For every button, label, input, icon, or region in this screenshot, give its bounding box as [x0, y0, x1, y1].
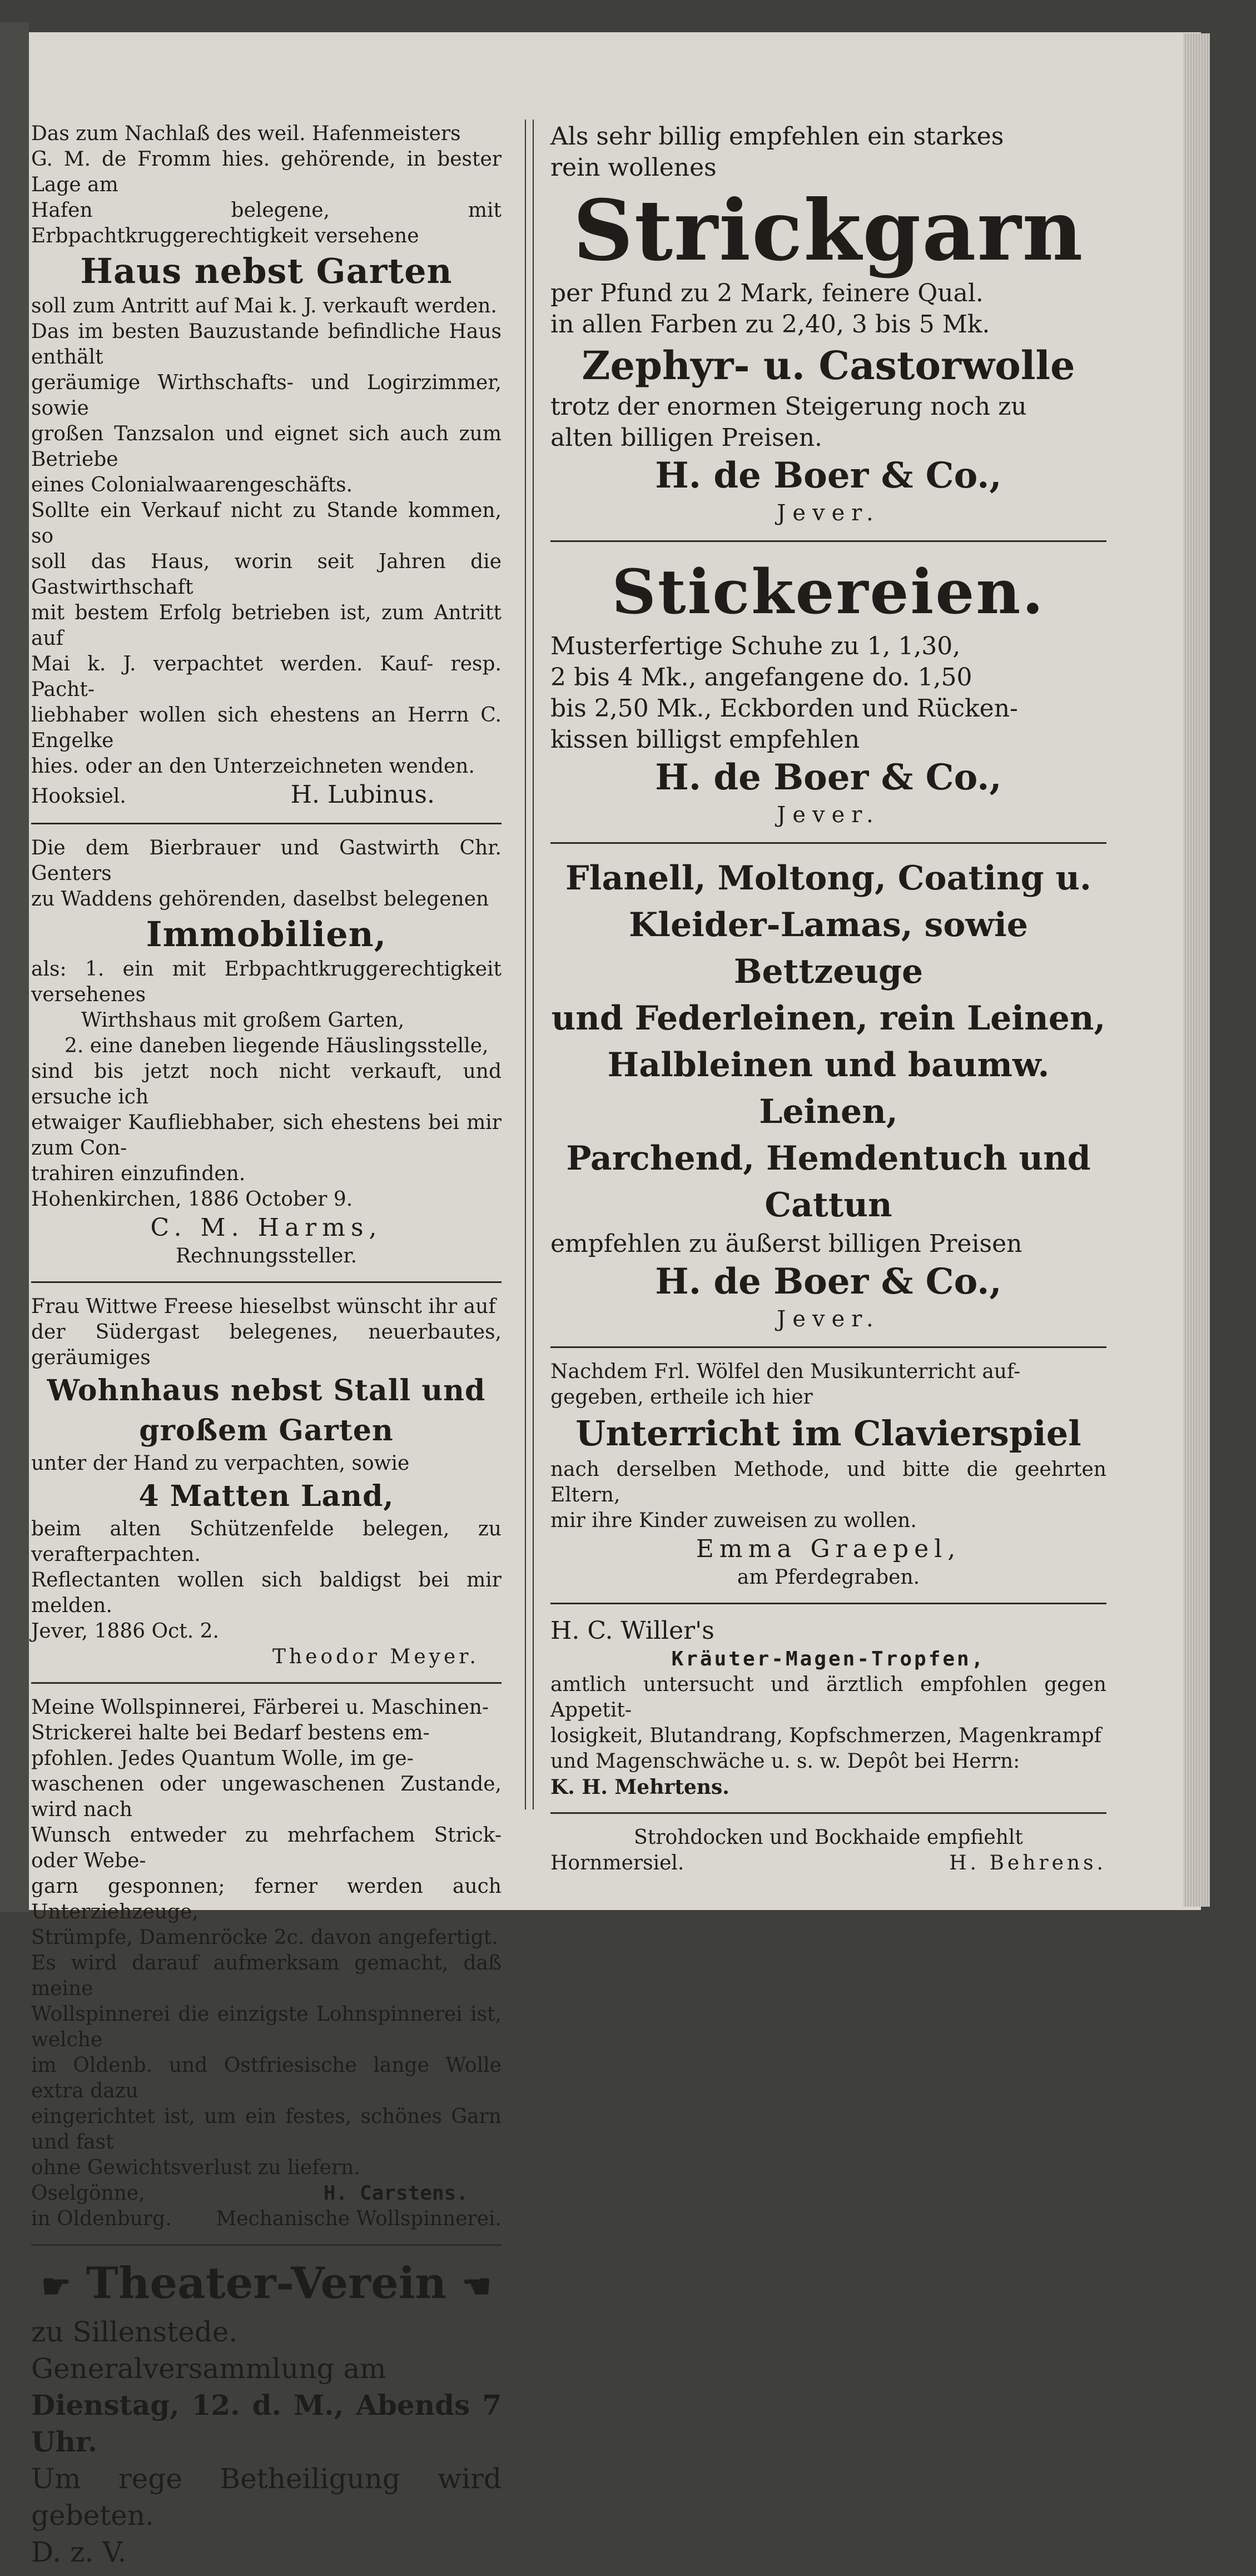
ad-text-line: Strümpfe, Damenröcke 2c. davon angefertigt.	[31, 1926, 498, 1949]
ad-text-line: mir ihre Kinder zuweisen zu wollen.	[550, 1509, 917, 1532]
ad-title: großem Garten	[139, 1414, 394, 1448]
ad-text-line: Wirthshaus mit großem Garten,	[81, 1009, 405, 1032]
left-column	[31, 117, 502, 2576]
ad-subtitle: Kräuter-Magen-Tropfen,	[671, 1648, 986, 1670]
ad-title: Immobilien,	[146, 914, 387, 954]
ad-title: Zephyr- u. Castorwolle	[582, 342, 1075, 389]
ad-title-line: Halbleinen und baumw. Leinen,	[607, 1046, 1050, 1131]
ad-footer	[31, 779, 502, 810]
ad-firm: H. de Boer & Co.,	[655, 757, 1002, 798]
ad-text-line: amtlich untersucht und ärztlich empfohlen gegen Appetit-	[550, 1673, 1106, 1722]
ad-role: Rechnungssteller.	[175, 1245, 358, 1267]
ad-text-line: soll zum Antritt auf Mai k. J. verkauft werden.	[31, 295, 497, 317]
ad-text-line: im Oldenb. und Ostfriesische lange Wolle extra dazu	[31, 2054, 502, 2102]
ad-text-line: bis 2,50 Mk., Eckborden und Rücken-	[550, 694, 1018, 723]
column-rule	[533, 120, 534, 1809]
ad-title: Haus nebst Garten	[80, 251, 453, 291]
ad-text-line: Das im besten Bauzustande befindliche Haus enthält	[31, 320, 502, 369]
ad-text-line: Meine Wollspinnerei, Färberei u. Maschinen-	[31, 1696, 489, 1719]
ad-text-line: und Magenschwäche u. s. w. Depôt bei Herrn:	[550, 1750, 1020, 1773]
ad-text-line: eines Colonialwaarengeschäfts.	[31, 474, 353, 496]
ad-text-line: garn gesponnen; ferner werden auch Unterziehzeuge,	[31, 1875, 502, 1923]
ad-text-line: Reflectanten wollen sich baldigst bei mir melden.	[31, 1569, 502, 1617]
ad-text-line: Frau Wittwe Freese hieselbst wünscht ihr auf	[31, 1295, 496, 1318]
ad-footer	[31, 2181, 502, 2206]
ad-role: Mechanische Wollspinnerei.	[216, 2207, 502, 2230]
ad-text-line: rein wollenes	[550, 153, 717, 182]
ad-flanell	[550, 851, 1106, 1340]
ad-text-line: G. M. de Fromm hies. gehörende, in bester Lage am	[31, 148, 502, 196]
ad-text-line: liebhaber wollen sich ehestens an Herrn C. Engelke	[31, 704, 502, 752]
ad-divider	[550, 1812, 1106, 1814]
ad-place: Hornmersiel.	[550, 1852, 684, 1874]
ad-text-line: großen Tanzsalon und eignet sich auch zum Betriebe	[31, 422, 502, 471]
ad-title-line: Kleider-Lamas, sowie Bettzeuge	[629, 906, 1028, 991]
ad-text-line: Nachdem Frl. Wölfel den Musikunterricht auf-	[550, 1360, 1021, 1383]
ad-divider	[31, 1682, 502, 1684]
ad-title-row	[31, 2257, 502, 2314]
ad-text-line: Mai k. J. verpachtet werden. Kauf- resp. Pacht-	[31, 653, 502, 701]
ad-text-line: Die dem Bierbrauer und Gastwirth Chr. Genters	[31, 837, 502, 885]
ad-divider	[550, 842, 1106, 844]
ad-title: Stickereien.	[612, 556, 1045, 628]
ad-text-line: Hafen belegene, mit Erbpachtkruggerechtigkeit versehene	[31, 199, 502, 247]
ad-title: 4 Matten Land,	[138, 1479, 394, 1513]
ad-place: in Oldenburg.	[31, 2207, 172, 2230]
ad-text-line: etwaiger Kaufliebhaber, sich ehestens bei mir zum Con-	[31, 1111, 502, 1160]
ad-title: Strickgarn	[573, 182, 1084, 280]
ad-text-line: 2. eine daneben liegende Häuslingsstelle,	[64, 1035, 489, 1057]
ad-wollspinnerei	[31, 1690, 502, 2237]
ad-title: Wohnhaus nebst Stall und	[47, 1374, 486, 1408]
ad-text-line: Wunsch entweder zu mehrfachem Strick- oder Webe-	[31, 1824, 502, 1872]
ad-signature: H. Behrens.	[949, 1852, 1106, 1874]
ad-place: Oselgönne,	[31, 2182, 145, 2205]
ad-title-line: und Federleinen, rein Leinen,	[551, 999, 1106, 1038]
ad-text-line: Wollspinnerei die einzigste Lohnspinnerei ist, welche	[31, 2003, 502, 2051]
ad-address: am Pferdegraben.	[737, 1566, 920, 1589]
ad-haus-nebst-garten	[31, 117, 502, 816]
ad-footer	[31, 2206, 502, 2232]
ad-text-line: sind bis jetzt noch nicht verkauft, und ersuche ich	[31, 1060, 502, 1108]
ad-text-line: losigkeit, Blutandrang, Kopfschmerzen, Magenkrampf	[550, 1724, 1101, 1747]
ad-subtitle: zu Sillenstede.	[31, 2315, 238, 2348]
ad-divider	[31, 1281, 502, 1283]
ad-immobilien	[31, 831, 502, 1275]
ad-town: Jever.	[777, 802, 880, 828]
ad-text-line: waschenen oder ungewaschenen Zustande, wird nach	[31, 1773, 502, 1821]
ad-title: Theater-Verein	[86, 2258, 447, 2309]
ad-text-line: eingerichtet ist, um ein festes, schönes Garn und fast	[31, 2105, 502, 2154]
ad-signature: C. M. Harms,	[150, 1214, 383, 1242]
ad-text-line: kissen billigst empfehlen	[550, 725, 860, 754]
ad-text-line: Dienstag, 12. d. M., Abends 7 Uhr.	[31, 2388, 502, 2458]
ad-text-line: nach derselben Methode, und bitte die geehrten Eltern,	[550, 1458, 1106, 1506]
pointing-hand-right-icon: ☛	[41, 2267, 71, 2306]
ad-title-line: Parchend, Hemdentuch und	[566, 1139, 1091, 1178]
ad-signature: Theodor Meyer.	[272, 1645, 479, 1668]
ad-text-line: 2 bis 4 Mk., angefangene do. 1,50	[550, 663, 972, 692]
ad-dateline: Hohenkirchen, 1886 October 9.	[31, 1188, 353, 1211]
ad-divider	[550, 540, 1106, 542]
ad-theater-verein	[31, 2252, 502, 2576]
ad-town: Jever.	[777, 1306, 880, 1332]
ad-text-line: Strohdocken und Bockhaide empfiehlt	[634, 1826, 1023, 1849]
ad-text-line: als: 1. ein mit Erbpachtkruggerechtigkeit versehenes	[31, 958, 502, 1006]
ad-footer	[550, 1851, 1106, 1876]
right-column	[550, 117, 1106, 1882]
ad-firm: H. de Boer & Co.,	[655, 455, 1002, 496]
ad-strohdocken	[550, 1821, 1106, 1882]
ad-text-line: Um rege Betheiligung wird gebeten.	[31, 2462, 502, 2532]
ad-text-line: zu Waddens gehörenden, daselbst belegenen	[31, 888, 489, 911]
ad-firm: H. de Boer & Co.,	[655, 1261, 1002, 1302]
ad-wohnhaus	[31, 1290, 502, 1675]
ad-text-line: mit bestem Erfolg betrieben ist, zum Antritt auf	[31, 601, 502, 650]
ad-text-line: Strickerei halte bei Bedarf bestens em-	[31, 1722, 430, 1744]
ad-title-line: Cattun	[764, 1186, 892, 1225]
ad-signature: Emma Graepel,	[696, 1535, 961, 1563]
ad-signature: H. Lubinus.	[290, 780, 435, 809]
ad-text-line: trahiren einzufinden.	[31, 1162, 246, 1185]
ad-text-line: ohne Gewichtsverlust zu liefern.	[31, 2156, 360, 2179]
ad-text-line: gegeben, ertheile ich hier	[550, 1386, 813, 1409]
ad-text-line: alten billigen Preisen.	[550, 424, 823, 452]
ad-signature: D. z. V.	[31, 2535, 127, 2568]
ad-divider	[31, 823, 502, 824]
ad-text-line: pfohlen. Jedes Quantum Wolle, im ge-	[31, 1747, 414, 1770]
ad-town: Jever.	[777, 500, 880, 526]
ad-text-line: unter der Hand zu verpachten, sowie	[31, 1452, 410, 1475]
ad-dateline: Jever, 1886 Oct. 2.	[31, 1620, 219, 1643]
ad-text-line: trotz der enormen Steigerung noch zu	[550, 392, 1027, 421]
ad-divider	[550, 1603, 1106, 1604]
ad-text-line: soll das Haus, worin seit Jahren die Gastwirthschaft	[31, 550, 502, 599]
ad-text-line: Es wird darauf aufmerksam gemacht, daß meine	[31, 1952, 502, 2000]
binding-edge	[0, 22, 29, 1912]
ad-text-line: empfehlen zu äußerst billigen Preisen	[550, 1230, 1022, 1258]
ad-text-line: Als sehr billig empfehlen ein starkes	[550, 122, 1004, 151]
ad-text-line: Musterfertige Schuhe zu 1, 1,30,	[550, 632, 961, 660]
ad-text-line: K. H. Mehrtens.	[550, 1776, 729, 1799]
ad-text-line: in allen Farben zu 2,40, 3 bis 5 Mk.	[550, 310, 990, 339]
ad-text-line: der Südergast belegenes, neuerbautes, geräumiges	[31, 1321, 502, 1369]
pointing-hand-left-icon: ☚	[461, 2267, 492, 2306]
ad-text-line: Generalversammlung am	[31, 2352, 386, 2385]
ad-magen-tropfen	[550, 1611, 1106, 1806]
ad-stickereien	[550, 549, 1106, 836]
page-stack-edge	[1183, 33, 1210, 1907]
ad-text-line: Sollte ein Verkauf nicht zu Stande kommen, so	[31, 499, 502, 548]
ad-signature: H. Carstens.	[323, 2182, 468, 2205]
ad-title-line: Flanell, Moltong, Coating u.	[565, 859, 1091, 898]
ad-text-line: geräumige Wirthschafts- und Logirzimmer, sowie	[31, 371, 502, 420]
ad-text-line: Das zum Nachlaß des weil. Hafenmeisters	[31, 122, 461, 145]
ad-place: Hooksiel.	[31, 785, 126, 808]
ad-divider	[550, 1346, 1106, 1348]
ad-text-line: beim alten Schützenfelde belegen, zu verafterpachten.	[31, 1518, 502, 1566]
ad-strickgarn	[550, 117, 1106, 534]
ad-text-line: per Pfund zu 2 Mark, feinere Qual.	[550, 279, 984, 307]
ad-title: H. C. Willer's	[550, 1617, 714, 1645]
ad-clavierspiel	[550, 1355, 1106, 1596]
column-rule	[525, 120, 526, 1809]
ad-divider	[31, 2244, 502, 2246]
ad-title: Unterricht im Clavierspiel	[575, 1413, 1081, 1454]
ad-text-line: hies. oder an den Unterzeichneten wenden.	[31, 755, 475, 778]
